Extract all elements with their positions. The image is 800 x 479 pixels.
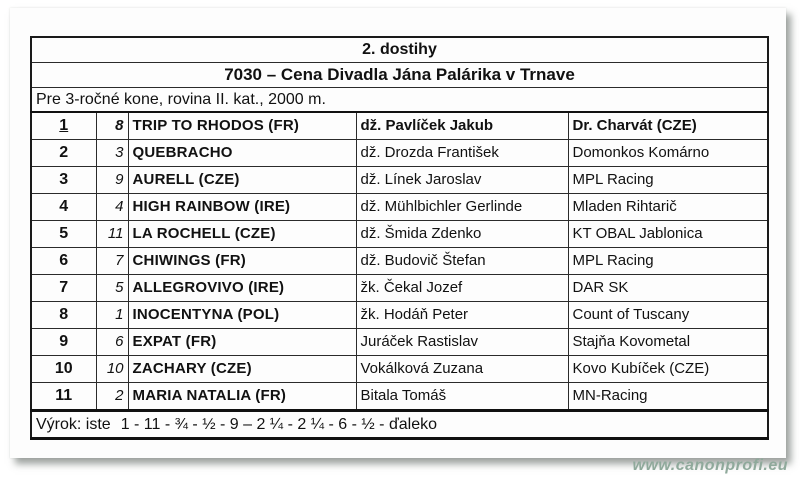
owner-cell: Kovo Kubíček (CZE) (568, 356, 768, 383)
horse-name-cell: CHIWINGS (FR) (128, 248, 356, 275)
owner-cell: Stajňa Kovometal (568, 329, 768, 356)
place-cell: 4 (31, 194, 96, 221)
jockey-cell: dž. Mühlbichler Gerlinde (356, 194, 568, 221)
horse-name-cell: ALLEGROVIVO (IRE) (128, 275, 356, 302)
table-row (31, 221, 768, 248)
race-number-heading: 2. dostihy (31, 37, 768, 63)
table-row (31, 194, 768, 221)
start-number-cell: 1 (96, 302, 128, 329)
jockey-cell: Vokálková Zuzana (356, 356, 568, 383)
table-row (31, 302, 768, 329)
jockey-cell: dž. Línek Jaroslav (356, 167, 568, 194)
table-row (31, 112, 768, 140)
jockey-cell: dž. Pavlíček Jakub (356, 112, 568, 140)
table-row (31, 140, 768, 167)
start-number-cell: 5 (96, 275, 128, 302)
place-cell: 2 (31, 140, 96, 167)
horse-name-cell: ZACHARY (CZE) (128, 356, 356, 383)
table-row (31, 248, 768, 275)
watermark-url: www.canonprofi.eu (632, 457, 788, 474)
place-cell: 5 (31, 221, 96, 248)
owner-cell: DAR SK (568, 275, 768, 302)
jockey-cell: Juráček Rastislav (356, 329, 568, 356)
jockey-cell: Bitala Tomáš (356, 383, 568, 411)
verdict-margins: 1 - 11 - ¾ - ½ - 9 – 2 ¼ - 2 ¼ - 6 - ½ - ďaleko (120, 416, 438, 433)
race-title-row (31, 63, 768, 88)
race-conditions-row (31, 88, 768, 113)
horse-name-cell: LA ROCHELL (CZE) (128, 221, 356, 248)
start-number-cell: 8 (96, 112, 128, 140)
jockey-cell: dž. Budovič Štefan (356, 248, 568, 275)
owner-cell: KT OBAL Jablonica (568, 221, 768, 248)
start-number-cell: 6 (96, 329, 128, 356)
start-number-cell: 10 (96, 356, 128, 383)
owner-cell: MPL Racing (568, 248, 768, 275)
horse-name-cell: INOCENTYNA (POL) (128, 302, 356, 329)
owner-cell: Count of Tuscany (568, 302, 768, 329)
scanned-page (10, 8, 786, 458)
horse-name-cell: HIGH RAINBOW (IRE) (128, 194, 356, 221)
start-number-cell: 3 (96, 140, 128, 167)
place-cell: 10 (31, 356, 96, 383)
table-row (31, 167, 768, 194)
race-results-table (30, 36, 769, 440)
jockey-cell: žk. Čekal Jozef (356, 275, 568, 302)
place-cell: 6 (31, 248, 96, 275)
table-row (31, 275, 768, 302)
start-number-cell: 7 (96, 248, 128, 275)
start-number-cell: 2 (96, 383, 128, 411)
table-row (31, 329, 768, 356)
place-cell: 8 (31, 302, 96, 329)
verdict-text (31, 411, 768, 439)
race-title-heading: 7030 – Cena Divadla Jána Palárika v Trnave (31, 63, 768, 88)
horse-name-cell: EXPAT (FR) (128, 329, 356, 356)
table-row (31, 383, 768, 411)
place-cell: 3 (31, 167, 96, 194)
place-cell: 7 (31, 275, 96, 302)
start-number-cell: 4 (96, 194, 128, 221)
start-number-cell: 9 (96, 167, 128, 194)
owner-cell: Dr. Charvát (CZE) (568, 112, 768, 140)
jockey-cell: žk. Hodáň Peter (356, 302, 568, 329)
horse-name-cell: TRIP TO RHODOS (FR) (128, 112, 356, 140)
owner-cell: Domonkos Komárno (568, 140, 768, 167)
start-number-cell: 11 (96, 221, 128, 248)
owner-cell: MPL Racing (568, 167, 768, 194)
place-cell: 1 (31, 112, 96, 140)
jockey-cell: dž. Drozda František (356, 140, 568, 167)
race-conditions-text: Pre 3-ročné kone, rovina II. kat., 2000 m. (31, 88, 768, 113)
horse-name-cell: QUEBRACHO (128, 140, 356, 167)
owner-cell: MN-Racing (568, 383, 768, 411)
jockey-cell: dž. Šmida Zdenko (356, 221, 568, 248)
place-cell: 9 (31, 329, 96, 356)
race-number-row (31, 37, 768, 63)
table-row (31, 356, 768, 383)
horse-name-cell: AURELL (CZE) (128, 167, 356, 194)
horse-name-cell: MARIA NATALIA (FR) (128, 383, 356, 411)
place-cell: 11 (31, 383, 96, 411)
verdict-row (31, 411, 768, 439)
owner-cell: Mladen Rihtarič (568, 194, 768, 221)
verdict-label: Výrok: iste (36, 416, 111, 433)
